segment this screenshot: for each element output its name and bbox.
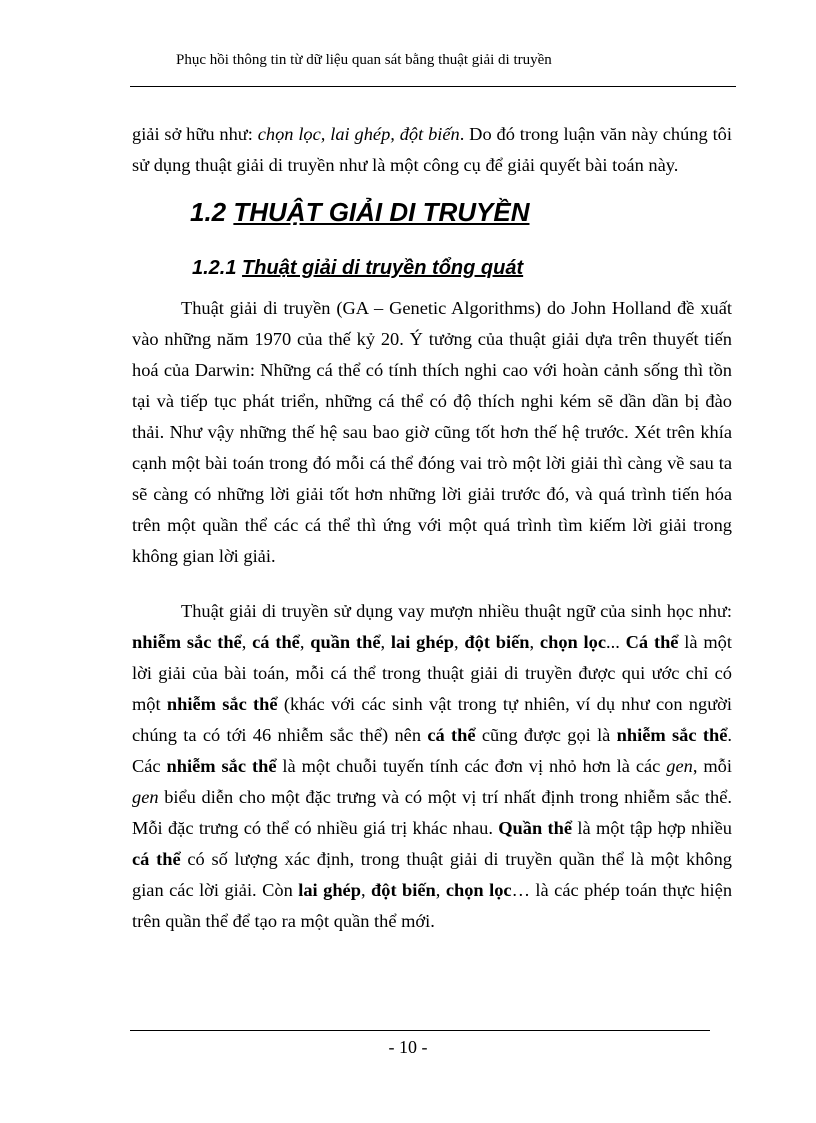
- paragraph-ga-terms: Thuật giải di truyền sử dụng vay mượn nhiều thuật ngữ của sinh học như: nhiễm sắc thể, cá thể, quần thể, lai ghép, đột biến, chọn lọc... Cá thể là một lời giải của bài toán, mỗi cá thể trong thuật giải di truyền được qui ước chỉ có một nhiễm sắc thể (khác với các sinh vật trong tự nhiên, ví dụ như con người chúng ta có tới 46 nhiễm sắc thể) nên cá thể cũng được gọi là nhiễm sắc thể. Các nhiễm sắc thể là một chuỗi tuyến tính các đơn vị nhỏ hơn là các gen, mỗi gen biểu diễn cho một đặc trưng và có một vị trí nhất định trong nhiễm sắc thể. Mỗi đặc trưng có thể có nhiều giá trị khác nhau. Quần thể là một tập hợp nhiều cá thể có số lượng xác định, trong thuật giải di truyền quần thể là một không gian các lời giải. Còn lai ghép, đột biến, chọn lọc… là các phép toán thực hiện trên quần thể để tạo ra một quần thể mới.: [132, 601, 733, 931]
- paragraph-ga-overview: Thuật giải di truyền (GA – Genetic Algorithms) do John Holland đề xuất vào những năm 1970 của thế kỷ 20. Ý tưởng của thuật giải dựa trên thuyết tiến hoá của Darwin: Những cá thể có tính thích nghi cao với hoàn cảnh sống thì tồn tại và tiếp tục phát triển, những cá thể có độ thích nghi kém sẽ dần dần bị đào thải. Như vậy những thế hệ sau bao giờ cũng tốt hơn thế hệ trước. Xét trên khía cạnh một bài toán trong đó mỗi cá thể đóng vai trò một lời giải thì càng về sau ta sẽ càng có những lời giải tốt hơn những lời giải trước đó, và quá trình tiến hóa trên một quần thể các cá thể thì ứng với một quá trình tìm kiếm lời giải trong không gian lời giải.: [132, 298, 732, 566]
- page-number: - 10 -: [388, 1037, 428, 1057]
- paragraph-intro: giải sở hữu như: chọn lọc, lai ghép, đột biến. Do đó trong luận văn này chúng tôi sử dụng thuật giải di truyền như là một công cụ để giải quyết bài toán này.: [132, 124, 732, 175]
- section-heading: 1.2 THUẬT GIẢI DI TRUYỀN: [190, 197, 530, 227]
- header-divider: [130, 86, 736, 87]
- footer-divider: [130, 1030, 710, 1031]
- emphasis-operators: chọn lọc, lai ghép, đột biến: [257, 124, 460, 144]
- running-header: Phục hồi thông tin từ dữ liệu quan sát bằng thuật giải di truyền: [176, 52, 552, 68]
- subsection-heading: 1.2.1 Thuật giải di truyền tổng quát: [192, 257, 524, 279]
